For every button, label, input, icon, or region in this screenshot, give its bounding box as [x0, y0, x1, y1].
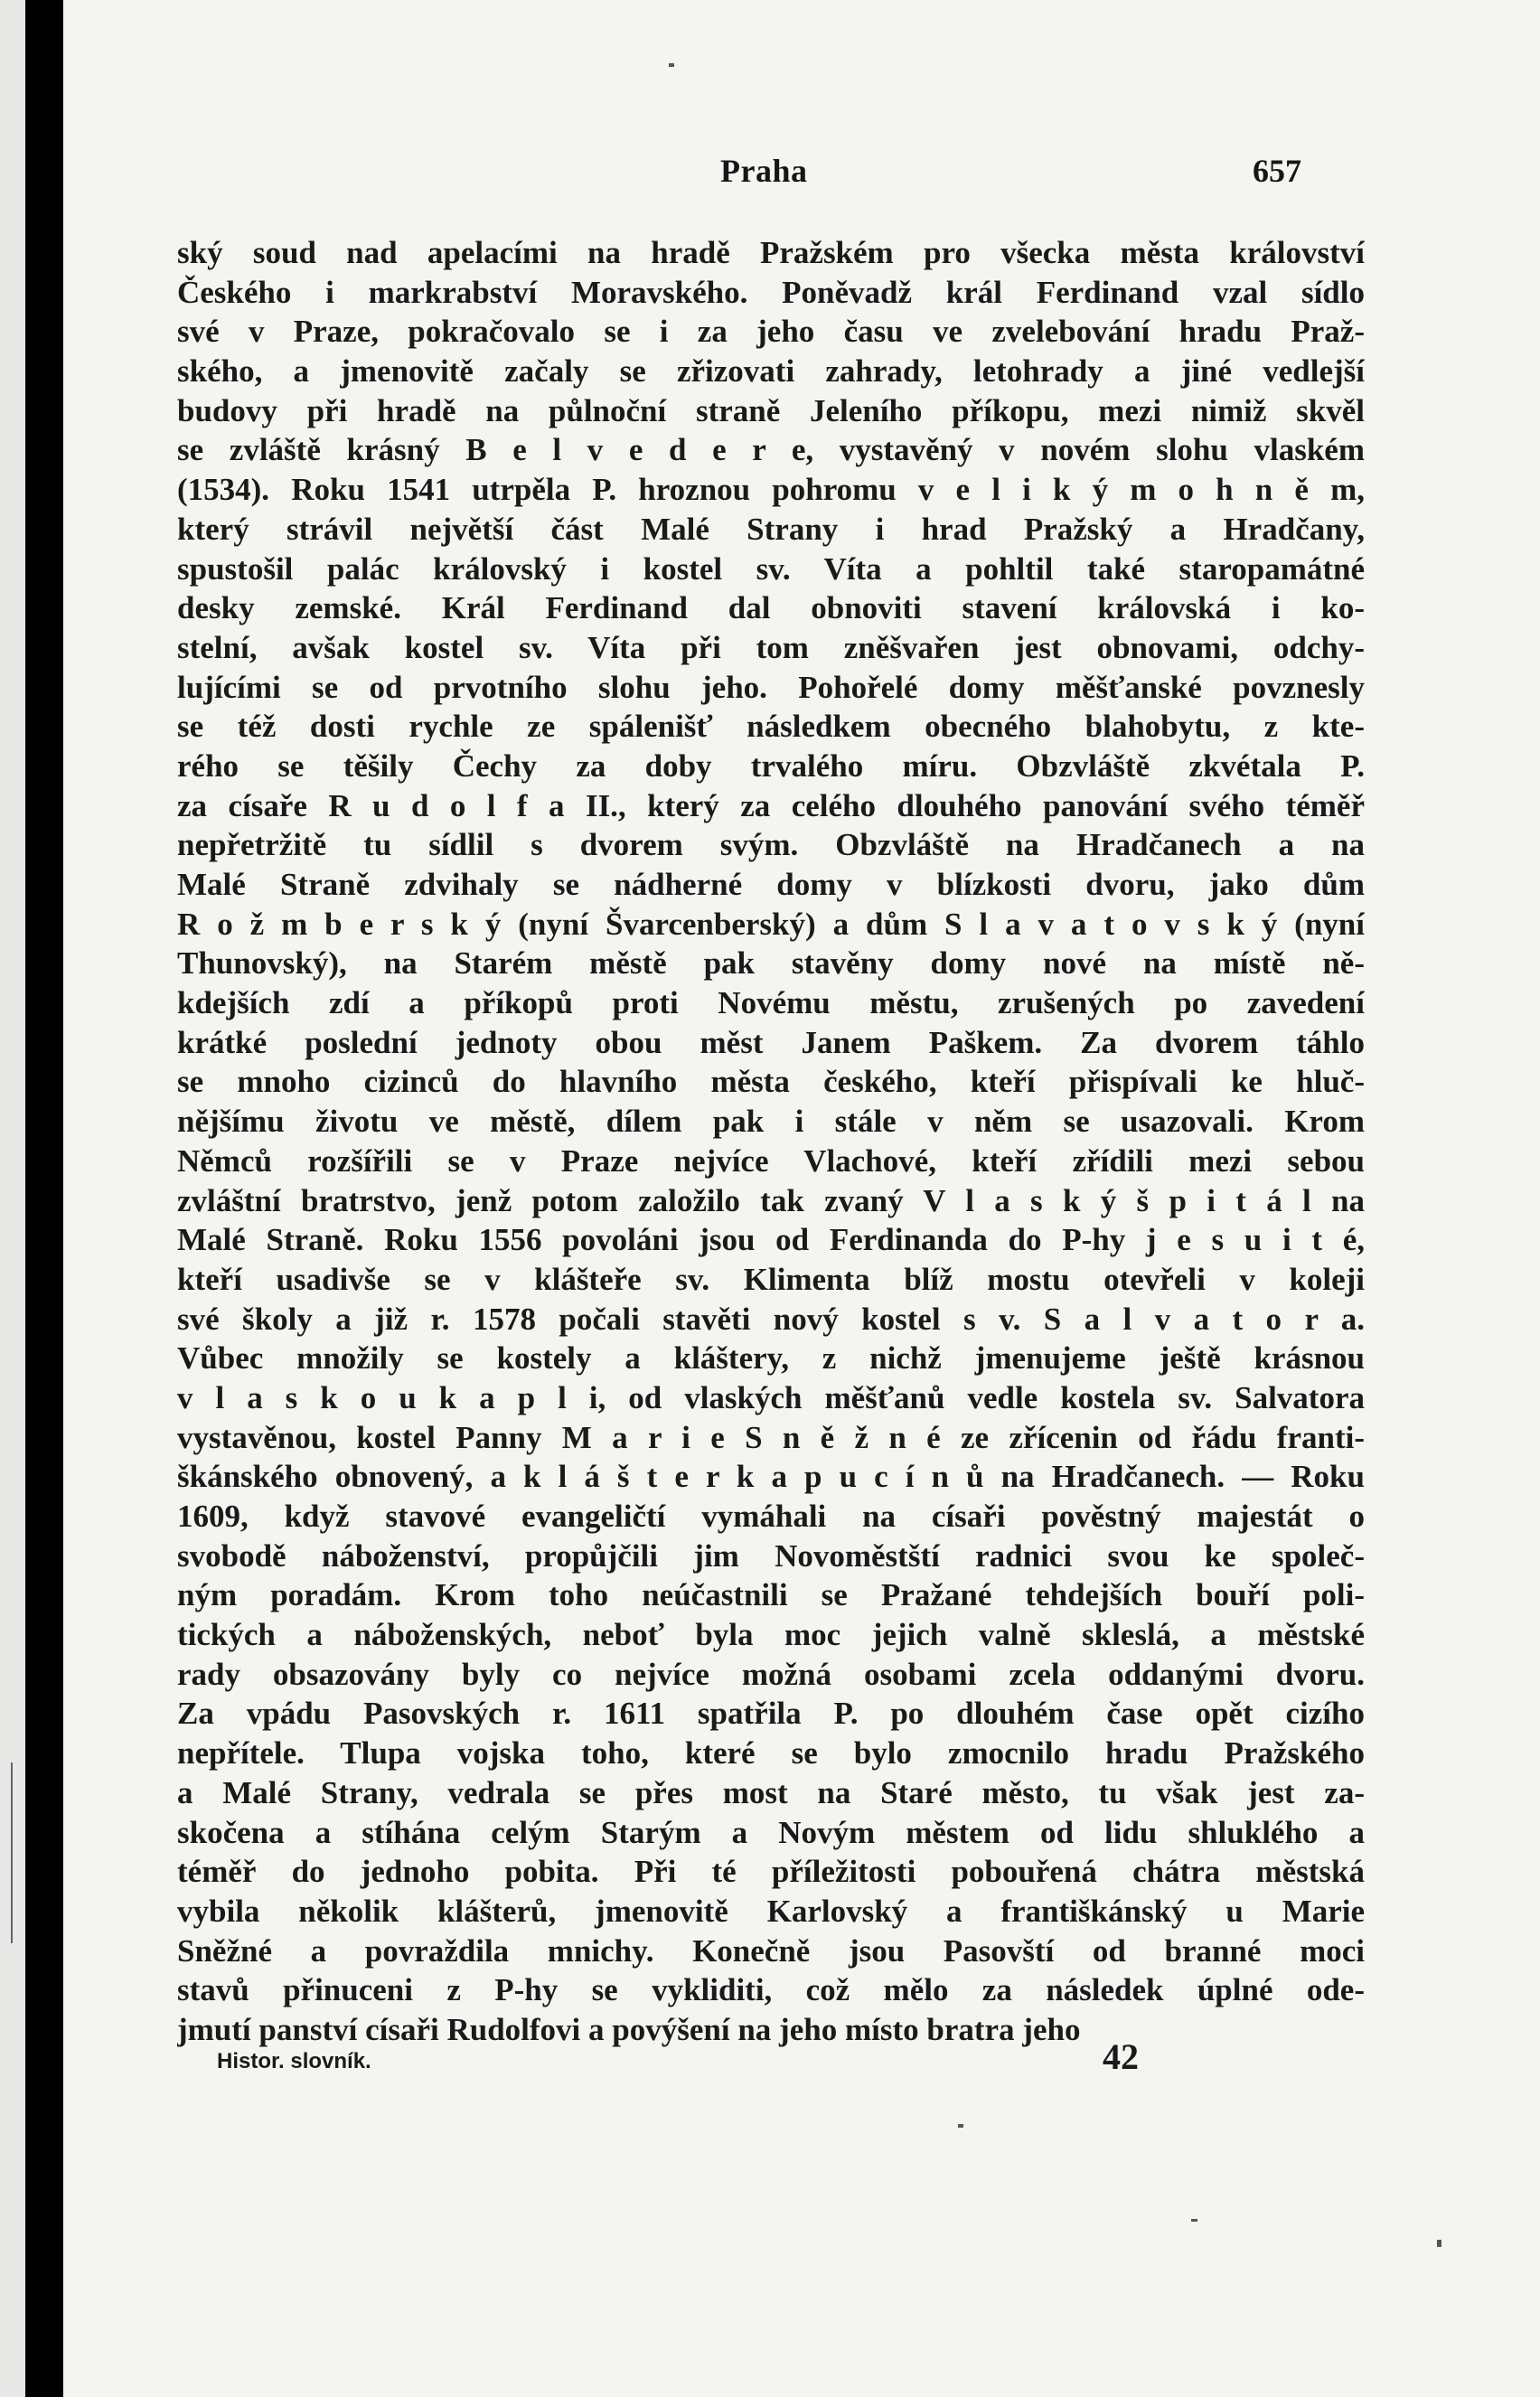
- text-line: budovy při hradě na půlnoční straně Jeleního příkopu, mezi nimiž skvěl: [177, 392, 1365, 428]
- text-line: stavů přinuceni z P-hy se vykliditi, což mělo za následek úplné ode-: [177, 1972, 1365, 2008]
- text-line: se zvláště krásný B e l v e d e r e, vystavěný v novém slohu vlaském: [177, 432, 1365, 468]
- text-line: zvláštní bratrstvo, jenž potom založilo tak zvaný V l a s k ý š p i t á l na: [177, 1182, 1365, 1218]
- footer-signature: Histor. slovník.: [217, 2049, 371, 2073]
- text-line: nějšímu životu ve městě, dílem pak i stále v něm se usazovali. Krom: [177, 1104, 1365, 1140]
- text-line: lujícími se od prvotního slohu jeho. Pohořelé domy měšťanské povznesly: [177, 669, 1365, 705]
- sheet-number: 42: [1103, 2036, 1139, 2077]
- text-line: ského, a jmenovitě začaly se zřizovati zahrady, letohrady a jiné vedlejší: [177, 353, 1365, 390]
- text-line: tických a náboženských, neboť byla moc jejich valně skleslá, a městské: [177, 1617, 1365, 1653]
- text-line: za císaře R u d o l f a II., který za celého dlouhého panování svého téměř: [177, 787, 1365, 823]
- text-line: rého se těšily Čechy za doby trvalého míru. Obzvláště zkvétala P.: [177, 747, 1365, 784]
- text-line: Sněžné a povraždila mnichy. Konečně jsou Pasovští od branné moci: [177, 1932, 1365, 1969]
- speck-mark: [1437, 2240, 1441, 2247]
- text-line: nepřítele. Tlupa vojska toho, které se bylo zmocnilo hradu Pražského: [177, 1735, 1365, 1772]
- text-line: který strávil největší část Malé Strany i hrad Pražský a Hradčany,: [177, 511, 1365, 547]
- text-line: Němců rozšířili se v Praze nejvíce Vlachové, kteří zřídili mezi sebou: [177, 1142, 1365, 1179]
- text-line: téměř do jednoho pobita. Při té příležitosti pobouřená chátra městská: [177, 1854, 1365, 1890]
- text-line: Českého i markrabství Moravského. Poněvadž král Ferdinand vzal sídlo: [177, 274, 1365, 310]
- adjacent-page-edge: [0, 0, 25, 2397]
- text-line: nepřetržitě tu sídlil s dvorem svým. Obzvláště na Hradčanech a na: [177, 827, 1365, 863]
- text-line: se též dosti rychle ze spálenišť následkem obecného blahobytu, z kte-: [177, 709, 1365, 745]
- speck-mark: [1191, 2219, 1197, 2222]
- page-header: [63, 152, 1540, 197]
- text-line: krátké poslední jednoty obou měst Janem Paškem. Za dvorem táhlo: [177, 1024, 1365, 1060]
- text-line: škánského obnovený, a k l á š t e r k a p u c í n ů na Hradčanech. — Roku: [177, 1459, 1365, 1495]
- text-line: kdejších zdí a příkopů proti Novému městu, zrušených po zavedení: [177, 985, 1365, 1021]
- text-line: své v Praze, pokračovalo se i za jeho času ve zvelebování hradu Praž-: [177, 314, 1365, 350]
- text-line: ným poradám. Krom toho neúčastnili se Pražané tehdejších bouří poli-: [177, 1577, 1365, 1613]
- text-line: se mnoho cizinců do hlavního města českého, kteří přispívali ke hluč-: [177, 1064, 1365, 1100]
- text-line: (1534). Roku 1541 utrpěla P. hroznou pohromu v e l i k ý m o h n ě m,: [177, 472, 1365, 508]
- text-line: Malé Straně zdvihaly se nádherné domy v blízkosti dvoru, jako dům: [177, 867, 1365, 902]
- text-line: Thunovský), na Starém městě pak stavěny domy nové na místě ně-: [177, 945, 1365, 982]
- text-line: vystavěnou, kostel Panny M a r i e S n ě ž n é ze zřícenin od řádu franti-: [177, 1419, 1365, 1455]
- text-line: R o ž m b e r s k ý (nyní Švarcenberský) a dům S l a v a t o v s k ý (nyní: [177, 906, 1365, 942]
- speck-mark: [669, 63, 674, 67]
- text-line: stelní, avšak kostel sv. Víta při tom zněšvařen jest obnovami, odchy-: [177, 629, 1365, 665]
- text-line: svobodě náboženství, propůjčili jim Novoměstští radnici svou ke společ-: [177, 1537, 1365, 1574]
- text-line: jmutí panství císaři Rudolfovi a povýšení na jeho místo bratra jeho: [177, 2011, 1081, 2047]
- text-line: 1609, když stavové evangeličtí vymáhali na císaři pověstný majestát o: [177, 1499, 1365, 1534]
- page-number: 657: [1253, 153, 1301, 189]
- body-text: [177, 233, 1365, 2050]
- speck-mark: [958, 2124, 963, 2128]
- text-line: kteří usadivše se v klášteře sv. Klimenta blíž mostu otevřeli v koleji: [177, 1261, 1365, 1297]
- text-line: Malé Straně. Roku 1556 povoláni jsou od Ferdinanda do P-hy j e s u i t é,: [177, 1222, 1365, 1258]
- book-page: [63, 0, 1540, 2397]
- text-line: spustošil palác královský i kostel sv. Víta a pohltil také staropamátné: [177, 550, 1365, 587]
- text-line: v l a s k o u k a p l i, od vlaských měšťanů vedle kostela sv. Salvatora: [177, 1379, 1365, 1415]
- running-head: Praha: [720, 153, 808, 189]
- text-line: desky zemské. Král Ferdinand dal obnoviti stavení královská i ko-: [177, 590, 1365, 626]
- text-line: skočena a stíhána celým Starým a Novým městem od lidu shluklého a: [177, 1814, 1365, 1850]
- page-edge-mark: [11, 1762, 13, 1943]
- text-line: vybila několik klášterů, jmenovitě Karlovský a františkánský u Marie: [177, 1893, 1365, 1929]
- text-line: Vůbec množily se kostely a kláštery, z nichž jmenujeme ještě krásnou: [177, 1340, 1365, 1377]
- text-line: a Malé Strany, vedrala se přes most na Staré město, tu však jest za-: [177, 1774, 1365, 1810]
- text-line: své školy a již r. 1578 počali stavěti nový kostel s v. S a l v a t o r a.: [177, 1301, 1365, 1337]
- text-line: rady obsazovány byly co nejvíce možná osobami zcela oddanými dvoru.: [177, 1656, 1365, 1692]
- text-line: ský soud nad apelacími na hradě Pražském pro všecka města království: [177, 235, 1365, 270]
- text-line: Za vpádu Pasovských r. 1611 spatřila P. po dlouhém čase opět cizího: [177, 1696, 1365, 1732]
